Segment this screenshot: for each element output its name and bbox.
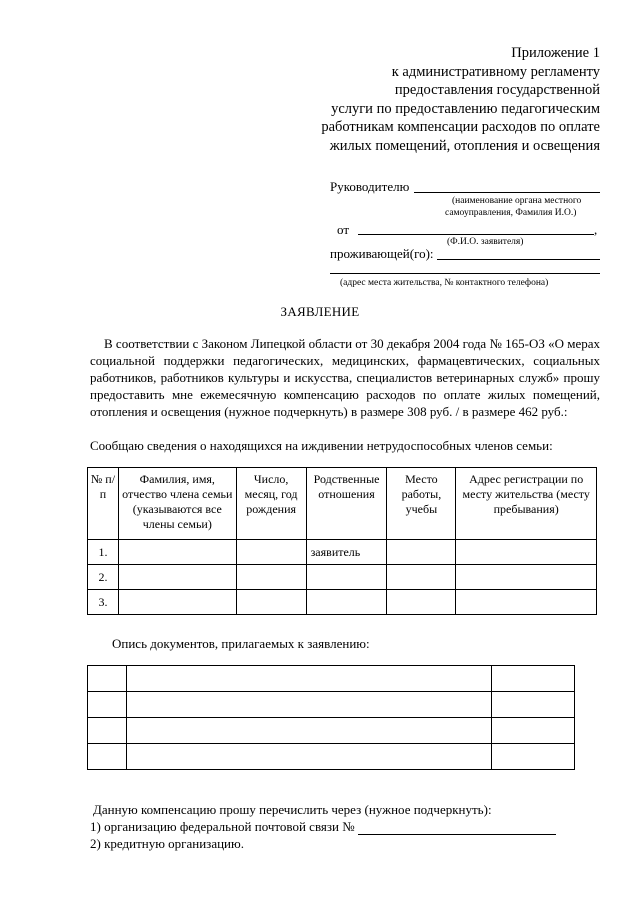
table-row [88, 565, 597, 590]
address-hint: (адрес места жительства, № контактного телефона) [340, 278, 549, 288]
payment-option-bank: 2) кредитную организацию. [90, 836, 244, 851]
payment-intro: Данную компенсацию прошу перечислить через (нужное подчеркнуть): [93, 802, 492, 817]
header-cell-birthdate: Число, месяц, год рождения [236, 468, 306, 540]
post-office-number-field[interactable] [358, 822, 556, 835]
table-row [88, 744, 575, 770]
payment-option-post [90, 818, 556, 835]
table-row [88, 590, 597, 615]
head-label: Руководителю [330, 179, 410, 194]
dependents-intro: Сообщаю сведения о находящихся на иждивении нетрудоспособных членов семьи: [90, 438, 553, 453]
address-cell[interactable] [456, 565, 597, 590]
payment-option-post-label: 1) организацию федеральной почтовой связи № [90, 819, 355, 834]
doc-pages-cell[interactable] [492, 666, 575, 692]
relation-cell[interactable] [306, 590, 387, 615]
table-header-row [88, 468, 597, 540]
workplace-cell[interactable] [387, 590, 456, 615]
doc-name-cell[interactable] [126, 666, 491, 692]
doc-number-cell[interactable] [88, 666, 127, 692]
appendix-line: предоставления государственной [394, 82, 600, 99]
header-cell-name: Фамилия, имя, отчество члена семьи (указываются все члены семьи) [118, 468, 236, 540]
relation-cell[interactable]: заявитель [306, 540, 387, 565]
doc-name-cell[interactable] [126, 744, 491, 770]
from-hint: (Ф.И.О. заявителя) [447, 237, 524, 247]
head-hint-1: (наименование органа местного [452, 196, 582, 206]
head-field[interactable] [414, 192, 600, 193]
name-cell[interactable] [118, 590, 236, 615]
doc-name-cell[interactable] [126, 718, 491, 744]
document-title: ЗАЯВЛЕНИЕ [280, 304, 360, 319]
relation-cell[interactable] [306, 565, 387, 590]
row-number: 3. [88, 590, 119, 615]
birthdate-cell[interactable] [236, 565, 306, 590]
documents-table [87, 665, 575, 770]
name-cell[interactable] [118, 565, 236, 590]
address-cell[interactable] [456, 540, 597, 565]
from-field[interactable] [358, 234, 594, 235]
head-hint-2: самоуправления, Фамилия И.О.) [445, 208, 577, 218]
appendix-line: услуги по предоставлению педагогическим [331, 100, 600, 117]
table-row [88, 718, 575, 744]
doc-name-cell[interactable] [126, 692, 491, 718]
row-number: 1. [88, 540, 119, 565]
doc-pages-cell[interactable] [492, 692, 575, 718]
documents-intro: Опись документов, прилагаемых к заявлению: [112, 636, 370, 651]
doc-pages-cell[interactable] [492, 718, 575, 744]
doc-pages-cell[interactable] [492, 744, 575, 770]
name-cell[interactable] [118, 540, 236, 565]
header-cell-workplace: Место работы, учебы [387, 468, 456, 540]
header-cell-number: № п/п [88, 468, 119, 540]
workplace-cell[interactable] [387, 565, 456, 590]
residing-label: проживающей(го): [330, 246, 434, 261]
payment-section [90, 801, 556, 852]
dependents-table [87, 467, 597, 615]
table-row [88, 666, 575, 692]
address-cell[interactable] [456, 590, 597, 615]
birthdate-cell[interactable] [236, 540, 306, 565]
header-cell-relation: Родственные отношения [306, 468, 387, 540]
residing-field[interactable] [437, 259, 600, 260]
doc-number-cell[interactable] [88, 692, 127, 718]
body-paragraph: В соответствии с Законом Липецкой области от 30 декабря 2004 года № 165-ОЗ «О мерах социальной поддержки педагогических, медицинских, фармацевтических, социальных работников, работников культуры и искусства, специалистов ветеринарных служб» прошу предоставить мне ежемесячную компенсацию расходов по оплате жилых помещений, отопления и освещения (нужное подчеркнуть) в размере 308 руб. / в размере 462 руб.: [90, 336, 600, 419]
from-comma: , [594, 222, 598, 237]
appendix-line: Приложение 1 [511, 45, 600, 61]
doc-number-cell[interactable] [88, 718, 127, 744]
row-number: 2. [88, 565, 119, 590]
table-row [88, 540, 597, 565]
table-row [88, 692, 575, 718]
from-label: от [337, 222, 350, 237]
header-cell-address: Адрес регистрации по месту жительства (месту пребывания) [456, 468, 597, 540]
doc-number-cell[interactable] [88, 744, 127, 770]
birthdate-cell[interactable] [236, 590, 306, 615]
appendix-line: жилых помещений, отопления и освещения [329, 137, 600, 154]
workplace-cell[interactable] [387, 540, 456, 565]
appendix-header [280, 44, 600, 156]
appendix-line: к административному регламенту [391, 63, 600, 80]
appendix-line: работникам компенсации расходов по оплате [321, 119, 600, 136]
address-field[interactable] [330, 273, 600, 274]
